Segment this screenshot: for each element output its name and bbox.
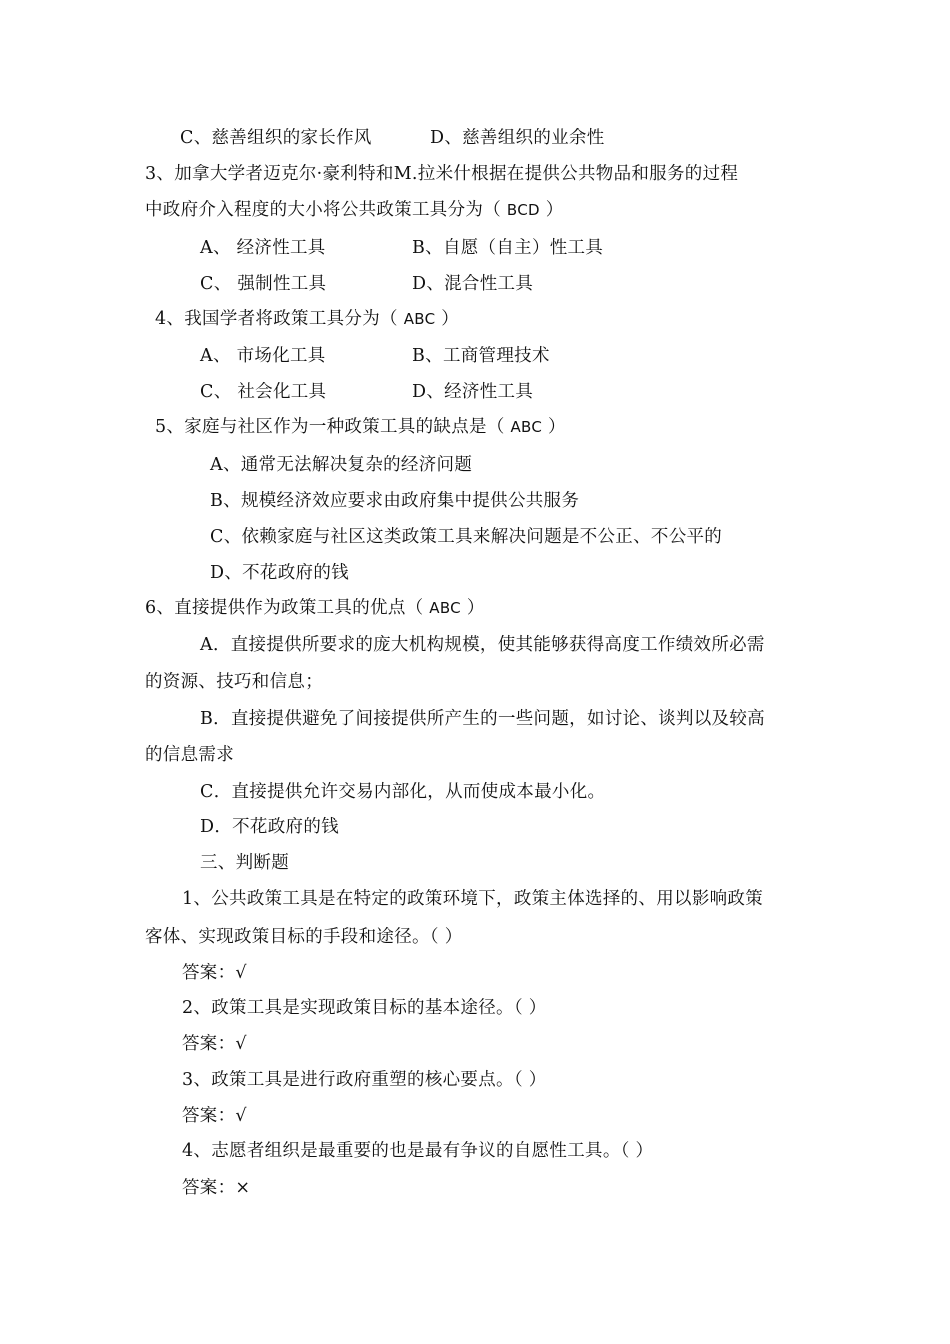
q3-option-c: C、 强制性工具 — [200, 274, 327, 294]
question-3-line-1: 3、加拿大学者迈克尔·豪利特和M.拉米什根据在提供公共物品和服务的过程 — [145, 164, 739, 184]
judgement-3: 3、政策工具是进行政府重塑的核心要点。（ ） — [182, 1070, 547, 1090]
judgement-4: 4、志愿者组织是最重要的也是最有争议的自愿性工具。（ ） — [182, 1141, 654, 1161]
judgement-1-line-1: 1、公共政策工具是在特定的政策环境下，政策主体选择的、用以影响政策 — [182, 889, 764, 909]
q6-option-a-line-1: A．直接提供所要求的庞大机构规模，使其能够获得高度工作绩效所必需 — [200, 635, 765, 655]
q5-option-c: C、依赖家庭与社区这类政策工具来解决问题是不公正、不公平的 — [210, 527, 723, 547]
question-4-answer: ABC — [403, 310, 436, 328]
q5-option-a: A、通常无法解决复杂的经济问题 — [210, 455, 473, 475]
option-d-amateurism: D、慈善组织的业余性 — [430, 128, 605, 148]
question-5-answer: ABC — [510, 418, 543, 436]
question-6: 6、直接提供作为政策工具的优点（ ABC ） — [145, 598, 485, 618]
q5-option-d: D、不花政府的钱 — [210, 563, 349, 583]
option-c-paternalism: C、慈善组织的家长作风 — [180, 128, 372, 148]
question-3-answer: BCD — [506, 201, 540, 219]
q3-option-b: B、自愿（自主）性工具 — [412, 238, 604, 258]
q3-option-a: A、 经济性工具 — [200, 238, 326, 258]
judgement-3-answer: 答案：√ — [182, 1106, 247, 1126]
question-4: 4、我国学者将政策工具分为（ ABC ） — [155, 309, 460, 329]
q6-option-a-line-2: 的资源、技巧和信息； — [145, 672, 323, 692]
section-3-heading: 三、判断题 — [200, 853, 289, 873]
q6-option-b-line-2: 的信息需求 — [145, 745, 234, 765]
judgement-2: 2、政策工具是实现政策目标的基本途径。（ ） — [182, 998, 547, 1018]
q4-option-c: C、 社会化工具 — [200, 382, 327, 402]
question-6-answer: ABC — [429, 599, 461, 617]
judgement-4-answer: 答案：× — [182, 1178, 251, 1198]
judgement-1-answer: 答案：√ — [182, 963, 247, 983]
q6-option-d: D．不花政府的钱 — [200, 817, 339, 837]
q4-option-a: A、 市场化工具 — [200, 346, 326, 366]
q4-option-b: B、工商管理技术 — [412, 346, 550, 366]
q5-option-b: B、规模经济效应要求由政府集中提供公共服务 — [210, 491, 580, 511]
judgement-2-answer: 答案：√ — [182, 1034, 247, 1054]
question-3-line-2: 中政府介入程度的大小将公共政策工具分为（ BCD ） — [145, 200, 564, 220]
q6-option-b-line-1: B．直接提供避免了间接提供所产生的一些问题，如讨论、谈判以及较高 — [200, 709, 765, 729]
q3-option-d: D、混合性工具 — [412, 274, 534, 294]
question-5: 5、家庭与社区作为一种政策工具的缺点是（ ABC ） — [155, 417, 566, 437]
q6-option-c: C．直接提供允许交易内部化，从而使成本最小化。 — [200, 782, 606, 802]
q4-option-d: D、经济性工具 — [412, 382, 534, 402]
judgement-1-line-2: 客体、实现政策目标的手段和途径。（ ） — [145, 927, 463, 947]
